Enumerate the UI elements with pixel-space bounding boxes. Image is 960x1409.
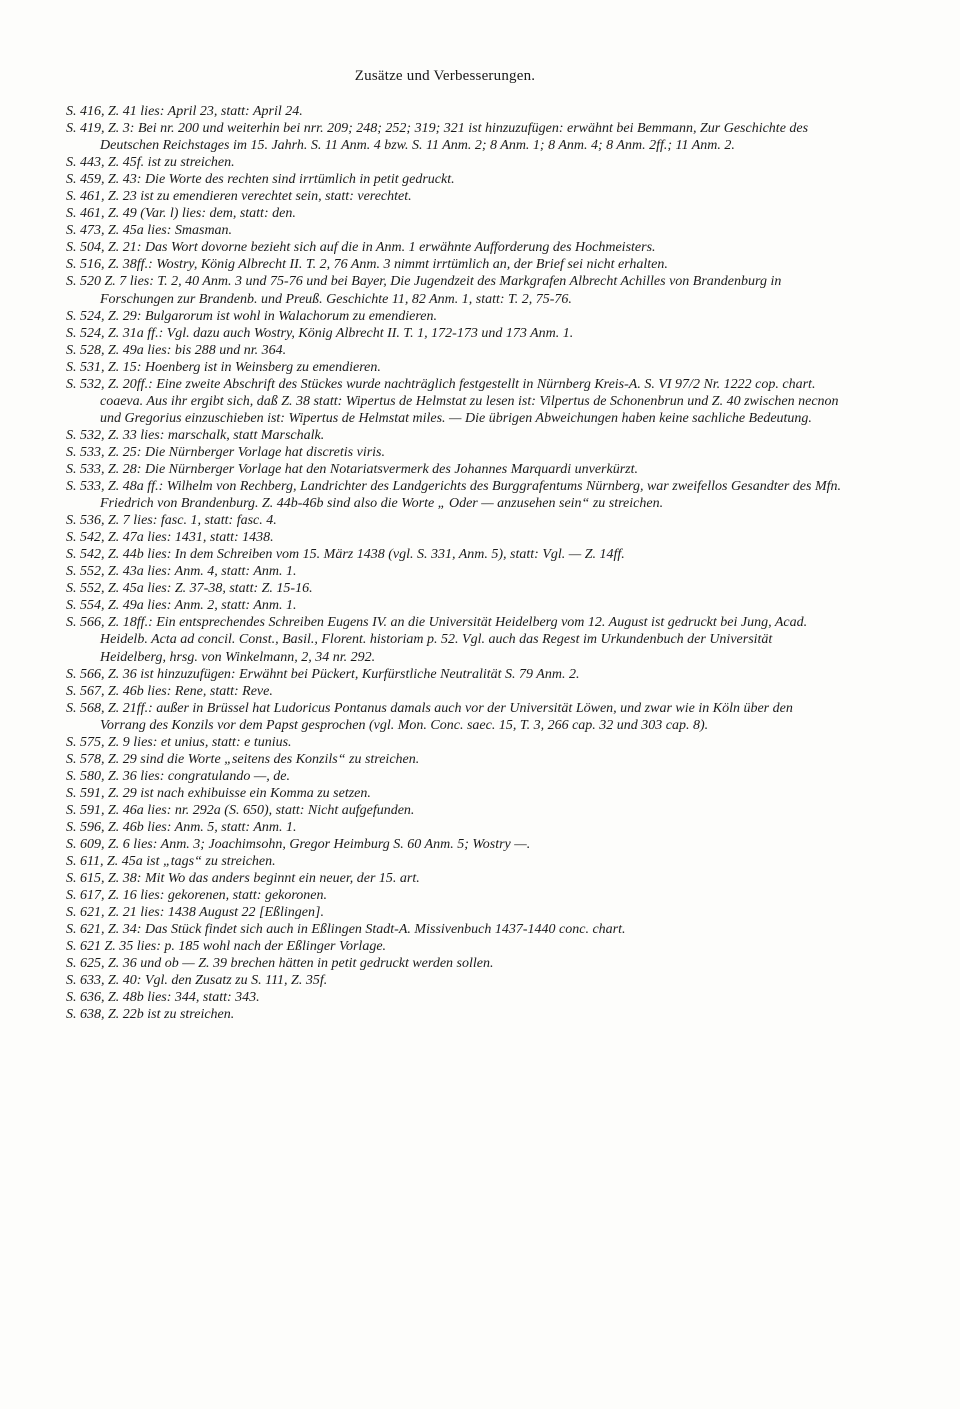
list-item: S. 524, Z. 31a ff.: Vgl. dazu auch Wostry, König Albrecht II. T. 1, 172-173 und 173 Anm. 1. [66,325,574,341]
list-item: S. 611, Z. 45a ist „tags“ zu streichen. [66,854,276,870]
list-item: S. 531, Z. 15: Hoenberg ist in Weinsberg zu emendieren. [66,359,381,375]
list-item: S. 416, Z. 41 lies: April 23, statt: April 24. [66,104,303,119]
list-item: S. 575, Z. 9 lies: et unius, statt: e tunius. [66,734,292,750]
list-item: S. 473, Z. 45a lies: Smasman. [66,223,233,239]
list-item: S. 591, Z. 46a lies: nr. 292a (S. 650), statt: Nicht aufgefunden. [66,802,415,818]
list-item: S. 542, Z. 47a lies: 1431, statt: 1438. [66,530,274,546]
list-item: S. 596, Z. 46b lies: Anm. 5, statt: Anm. 1. [66,819,297,835]
list-item: S. 580, Z. 36 lies: congratulando —, de. [66,768,290,784]
list-item: S. 461, Z. 23 ist zu emendieren verechtet sein, statt: verechtet. [66,189,412,205]
list-item: S. 636, Z. 48b lies: 344, statt: 343. [66,990,260,1006]
list-item: S. 578, Z. 29 sind die Worte „seitens des Konzils“ zu streichen. [66,751,420,767]
list-item: S. 568, Z. 21ff.: außer in Brüssel hat Ludoricus Pontanus damals auch vor der Universität Löwen, und zwar wie in Köln über den Vorrang des Konzils vor dem Papst gesprochen (vgl. Mon. Conc. saec. 15, T. 3, 266 cap. 32 und 303 cap. 8). [66,700,793,733]
list-item: S. 554, Z. 49a lies: Anm. 2, statt: Anm. 1. [66,598,297,614]
list-item: S. 617, Z. 16 lies: gekorenen, statt: gekoronen. [66,888,328,904]
list-item: S. 419, Z. 3: Bei nr. 200 und weiterhin bei nrr. 209; 248; 252; 319; 321 ist hinzuzufügen: erwähnt bei Bemmann, Zur Geschichte des Deutschen Reichstages im 15. Jahrh. S. 11 Anm. 4 bzw. S. 11 Anm. 2; 8 Anm. 1; 8 Anm. 4; 8 Anm. 2ff.; 11 Anm. 2. [66,121,809,154]
list-item: S. 528, Z. 49a lies: bis 288 und nr. 364. [66,342,287,358]
list-item: S. 621, Z. 34: Das Stück findet sich auch in Eßlingen Stadt-A. Missivenbuch 1437-1440 conc. chart. [66,922,626,938]
list-item: S. 566, Z. 36 ist hinzuzufügen: Erwähnt bei Pückert, Kurfürstliche Neutralität S. 79 Anm. 2. [66,666,580,682]
list-item: S. 591, Z. 29 ist nach exhibuisse ein Komma zu setzen. [66,785,371,801]
list-item: S. 552, Z. 43a lies: Anm. 4, statt: Anm. 1. [66,564,297,580]
list-item: S. 609, Z. 6 lies: Anm. 3; Joachimsohn, Gregor Heimburg S. 60 Anm. 5; Wostry —. [66,837,531,853]
list-item: S. 443, Z. 45f. ist zu streichen. [66,155,235,171]
list-item: S. 567, Z. 46b lies: Rene, statt: Reve. [66,683,273,699]
corrections-list [66,103,841,1024]
list-item: S. 621 Z. 35 lies: p. 185 wohl nach der Eßlinger Vorlage. [66,939,387,955]
list-item: S. 532, Z. 33 lies: marschalk, statt Marschalk. [66,427,325,443]
list-item: S. 459, Z. 43: Die Worte des rechten sind irrtümlich in petit gedruckt. [66,172,455,188]
list-item: S. 633, Z. 40: Vgl. den Zusatz zu S. 111, Z. 35f. [66,973,328,989]
list-item: S. 520 Z. 7 lies: T. 2, 40 Anm. 3 und 75-76 und bei Bayer, Die Jugendzeit des Markgrafen Albrecht Achilles von Brandenburg in Forschungen zur Brandenb. und Preuß. Geschichte 11, 82 Anm. 1, statt: T. 2, 75-76. [66,274,782,307]
list-item: S. 536, Z. 7 lies: fasc. 1, statt: fasc. 4. [66,513,277,529]
list-item: S. 533, Z. 25: Die Nürnberger Vorlage hat discretis viris. [66,444,386,460]
list-item: S. 552, Z. 45a lies: Z. 37-38, statt: Z. 15-16. [66,581,313,597]
list-item: S. 615, Z. 38: Mit Wo das anders beginnt ein neuer, der 15. art. [66,871,420,887]
list-item: S. 516, Z. 38ff.: Wostry, König Albrecht II. T. 2, 76 Anm. 3 nimmt irrtümlich an, der Brief sei nicht erhalten. [66,257,668,273]
list-item: S. 542, Z. 44b lies: In dem Schreiben vom 15. März 1438 (vgl. S. 331, Anm. 5), statt: Vgl. — Z. 14ff. [66,547,625,563]
list-item: S. 621, Z. 21 lies: 1438 August 22 [Eßlingen]. [66,905,324,921]
list-item: S. 638, Z. 22b ist zu streichen. [66,1007,235,1023]
list-item: S. 532, Z. 20ff.: Eine zweite Abschrift des Stückes wurde nachträglich festgestellt in Nürnberg Kreis-A. S. VI 97/2 Nr. 1222 cop. chart. coaeva. Aus ihr ergibt sich, daß Z. 38 statt: Wipertus de Helmstat zu lesen ist: Vilpertus de Schonenbrun und Z. 40 zwischen necnon und Gregorius einzuschieben ist: Wipertus de Helmstat miles. — Die übrigen Abweichungen haben keine sachliche Bedeutung. [66,376,839,426]
list-item: S. 533, Z. 48a ff.: Wilhelm von Rechberg, Landrichter des Landgerichts des Burggrafentums Nürnberg, war zweifellos Gesandter des Mfn. Friedrich von Brandenburg. Z. 44b-46b sind also die Worte „ Oder — anzusehen sein“ zu streichen. [66,479,842,512]
list-item: S. 533, Z. 28: Die Nürnberger Vorlage hat den Notariatsvermerk des Johannes Marquardi unverkürzt. [66,461,638,477]
list-item: S. 566, Z. 18ff.: Ein entsprechendes Schreiben Eugens IV. an die Universität Heidelberg vom 12. August ist gedruckt bei Jung, Acad. Heidelb. Acta ad concil. Const., Basil., Florent. historiam p. 52. Vgl. auch das Regest im Urkundenbuch der Universität Heidelberg, hrsg. von Winkelmann, 2, 34 nr. 292. [66,615,808,665]
list-item: S. 625, Z. 36 und ob — Z. 39 brechen hätten in petit gedruckt werden sollen. [66,956,494,972]
list-item: S. 461, Z. 49 (Var. l) lies: dem, statt: den. [66,206,296,222]
list-item: S. 524, Z. 29: Bulgarorum ist wohl in Walachorum zu emendieren. [66,308,437,324]
list-item: S. 504, Z. 21: Das Wort dovorne bezieht sich auf die in Anm. 1 erwähnte Aufforderung des Hochmeisters. [66,240,656,256]
page-title: Zusätze und Verbesserungen. [354,68,536,84]
